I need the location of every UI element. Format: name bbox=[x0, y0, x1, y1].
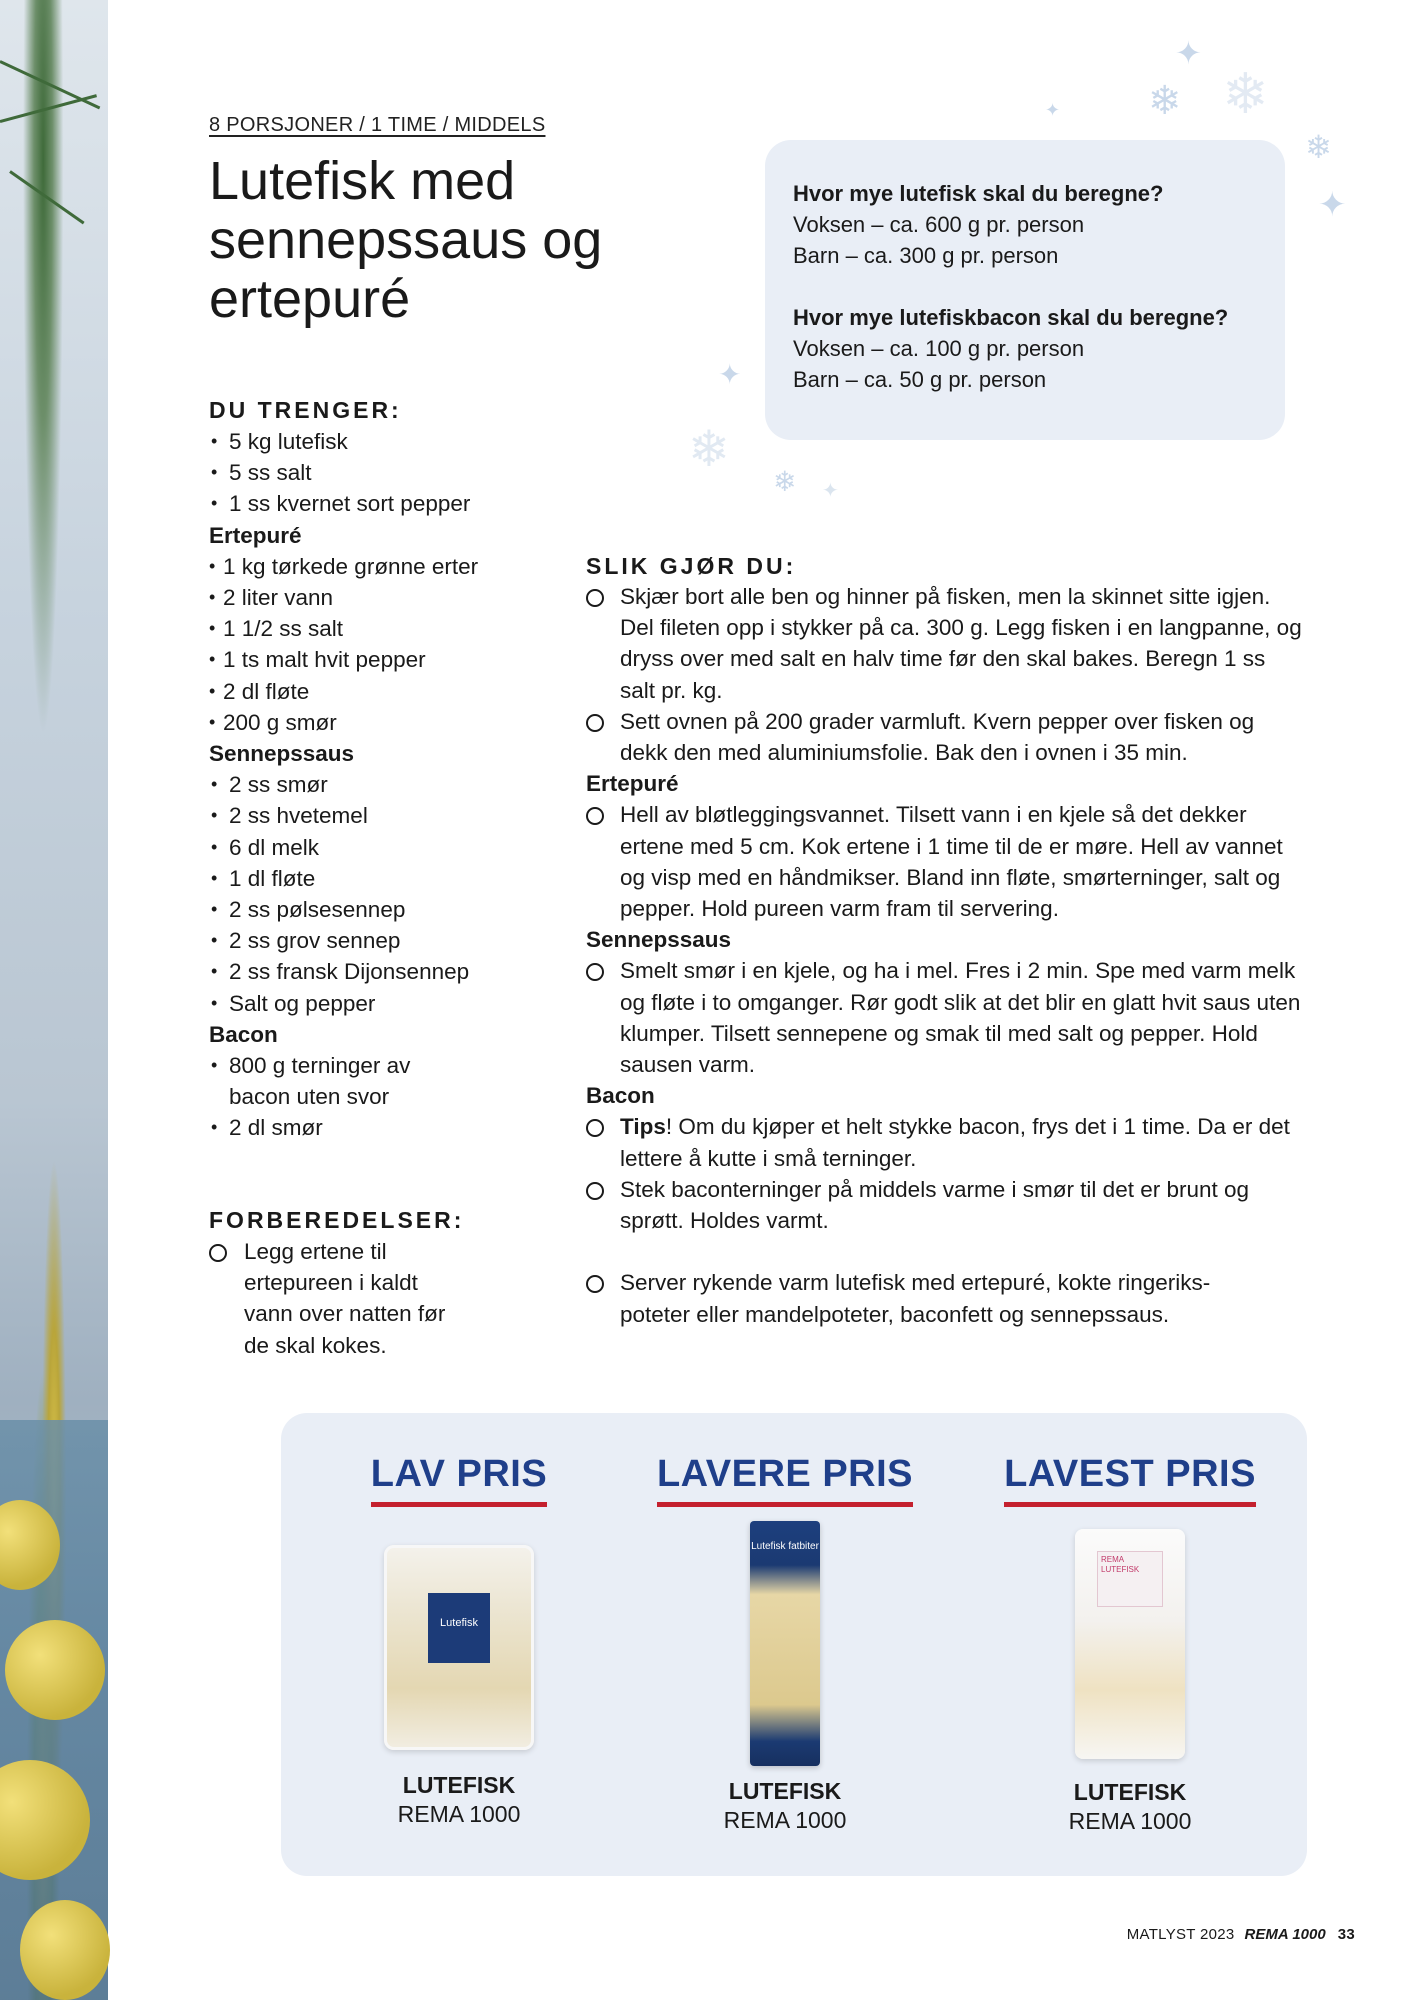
package-label: Lutefisk fatbiter bbox=[751, 1541, 819, 1552]
ingredient-item: • 2 ss pølsesennep bbox=[209, 894, 529, 925]
ingredient-line: bacon uten svor bbox=[229, 1084, 390, 1110]
sparkle-icon: ✦ bbox=[718, 358, 742, 391]
step-circle-icon bbox=[586, 1182, 604, 1200]
method-step bbox=[586, 1174, 1306, 1236]
snowflake-icon: ❄ bbox=[1148, 78, 1182, 124]
method-step-text: Sett ovnen på 200 grader varmluft. Kvern pepper over fisken og dekk den med aluminiumsfolie. Bak den i ovnen i 35 min. bbox=[620, 708, 1255, 766]
recipe-title bbox=[209, 152, 729, 329]
info-answer: Barn – ca. 300 g pr. person bbox=[793, 243, 1059, 268]
method-heading: SLIK GJØR DU: bbox=[586, 553, 797, 579]
price-card[interactable] bbox=[1000, 1453, 1260, 1835]
method-step-text: ! Om du kjøper et helt stykke bacon, frys det i 1 time. Da er det lettere å kutte i små terninger. bbox=[620, 1114, 1290, 1171]
method-step bbox=[586, 581, 1306, 706]
product-store: REMA 1000 bbox=[1068, 1808, 1192, 1834]
price-card[interactable] bbox=[655, 1453, 915, 1834]
info-answer: Voksen – ca. 600 g pr. person bbox=[793, 212, 1085, 237]
sparkle-icon: ✦ bbox=[1318, 185, 1347, 225]
step-circle-icon bbox=[586, 714, 604, 732]
potato bbox=[20, 1900, 110, 2000]
method-step bbox=[586, 955, 1306, 1080]
product-store: REMA 1000 bbox=[723, 1807, 847, 1833]
ingredient-item: • 5 kg lutefisk bbox=[209, 426, 529, 457]
ingredient-item: • 1 dl fløte bbox=[209, 863, 529, 894]
portion-info-box bbox=[765, 140, 1285, 440]
product-image bbox=[1075, 1529, 1185, 1759]
product-name: LUTEFISK bbox=[1073, 1779, 1187, 1805]
method-steps bbox=[586, 581, 1306, 1330]
ingredients-list bbox=[209, 426, 529, 1144]
herb-sprig bbox=[9, 170, 84, 224]
ingredient-subheading: Ertepuré bbox=[209, 522, 302, 548]
ingredient-item: • 2 dl smør bbox=[209, 1112, 529, 1143]
recipe-title-line: sennepssaus og bbox=[209, 210, 603, 270]
prep-section bbox=[209, 1236, 469, 1361]
price-tier-title: LAV PRIS bbox=[371, 1453, 547, 1507]
ingredients-heading: DU TRENGER: bbox=[209, 397, 402, 423]
ingredient-item bbox=[209, 1050, 529, 1112]
method-step-text: Hell av bløtleggingsvannet. Tilsett vann i en kjele så det dekker ertene med 5 cm. Kok ertene i 1 time til de er møre. Hell av vannet og visp med en håndmikser. Bland inn fløte, smørterninger, salt og pepper. Hold pureen varm fram til servering. bbox=[620, 802, 1283, 922]
ingredient-item: • 5 ss salt bbox=[209, 457, 529, 488]
step-circle-icon bbox=[586, 1275, 604, 1293]
recipe-title-line: ertepuré bbox=[209, 269, 411, 329]
snowflake-icon: ❄ bbox=[1222, 62, 1269, 127]
page-number: 33 bbox=[1337, 1926, 1355, 1943]
price-card[interactable] bbox=[329, 1453, 589, 1828]
ingredient-item: • 1 ss kvernet sort pepper bbox=[209, 488, 529, 519]
ingredient-item: • 1 kg tørkede grønne erter bbox=[209, 551, 529, 582]
step-circle-icon bbox=[586, 963, 604, 981]
sparkle-icon: ✦ bbox=[1175, 34, 1202, 72]
package-label: REMA LUTEFISK bbox=[1097, 1551, 1163, 1607]
step-circle-icon bbox=[209, 1244, 227, 1262]
product-name: LUTEFISK bbox=[728, 1778, 842, 1804]
product-image bbox=[384, 1545, 534, 1750]
herb-sprig bbox=[0, 94, 97, 123]
ingredient-item: • 6 dl melk bbox=[209, 832, 529, 863]
info-question: Hvor mye lutefiskbacon skal du beregne? bbox=[793, 305, 1229, 330]
ingredient-item: • 2 dl fløte bbox=[209, 676, 529, 707]
price-comparison-box bbox=[281, 1413, 1307, 1876]
step-circle-icon bbox=[586, 1119, 604, 1137]
magazine-name: MATLYST 2023 bbox=[1126, 1926, 1235, 1943]
ingredient-item: • 2 ss smør bbox=[209, 769, 529, 800]
brand-logo: REMA 1000 bbox=[1244, 1926, 1326, 1943]
sparkle-icon: ✦ bbox=[822, 478, 839, 502]
info-answer: Voksen – ca. 100 g pr. person bbox=[793, 336, 1085, 361]
prep-step bbox=[209, 1236, 469, 1361]
recipe-meta: 8 PORSJONER / 1 TIME / MIDDELS bbox=[209, 114, 546, 136]
product-store: REMA 1000 bbox=[397, 1801, 521, 1827]
left-photo-strip bbox=[0, 0, 108, 2000]
snowflake-icon: ❄ bbox=[688, 420, 730, 478]
method-step-text: Server rykende varm lutefisk med ertepuré, kokte ringeriks- bbox=[620, 1270, 1211, 1296]
method-subheading: Sennepssaus bbox=[586, 927, 732, 953]
method-step bbox=[586, 706, 1306, 768]
method-subheading: Ertepuré bbox=[586, 771, 679, 797]
method-step-text: Stek baconterninger på middels varme i smør til det er brunt og sprøtt. Holdes varmt. bbox=[620, 1176, 1250, 1234]
ingredient-item: • 2 liter vann bbox=[209, 582, 529, 613]
price-tier-title: LAVERE PRIS bbox=[657, 1453, 913, 1507]
info-question: Hvor mye lutefisk skal du beregne? bbox=[793, 181, 1164, 206]
method-step bbox=[586, 1111, 1306, 1173]
package-label: Lutefisk bbox=[428, 1593, 490, 1663]
method-step bbox=[586, 799, 1306, 924]
method-step-text: poteter eller mandelpoteter, baconfett og sennepssaus. bbox=[620, 1301, 1170, 1327]
ingredient-item: • 2 ss grov sennep bbox=[209, 925, 529, 956]
method-subheading: Bacon bbox=[586, 1083, 655, 1109]
ingredient-item: • Salt og pepper bbox=[209, 988, 529, 1019]
page-footer bbox=[1127, 1926, 1355, 1943]
ingredient-item: • 2 ss fransk Dijonsennep bbox=[209, 956, 529, 987]
info-answer: Barn – ca. 50 g pr. person bbox=[793, 367, 1047, 392]
method-step bbox=[586, 1267, 1306, 1329]
ingredient-item: • 200 g smør bbox=[209, 707, 529, 738]
ingredient-subheading: Bacon bbox=[209, 1021, 278, 1047]
product-name: LUTEFISK bbox=[402, 1772, 516, 1798]
method-step-text: Skjær bort alle ben og hinner på fisken, men la skinnet sitte igjen. Del fileten opp i stykker på ca. 300 g. Legg fisken i en langpanne, og dryss over med salt en halv time før den skal bakes. Beregn 1 ss salt pr. kg. bbox=[620, 584, 1302, 703]
recipe-title-line: Lutefisk med bbox=[209, 151, 516, 211]
ingredient-item: • 2 ss hvetemel bbox=[209, 800, 529, 831]
product-image bbox=[750, 1521, 820, 1766]
sparkle-icon: ✦ bbox=[1045, 100, 1061, 121]
prep-heading: FORBEREDELSER: bbox=[209, 1207, 465, 1233]
potato bbox=[5, 1620, 105, 1720]
price-tier-title: LAVEST PRIS bbox=[1004, 1453, 1256, 1507]
snowflake-icon: ❄ bbox=[773, 465, 797, 498]
ingredient-item: • 1 1/2 ss salt bbox=[209, 613, 529, 644]
herb-sprig bbox=[0, 60, 100, 109]
snowflake-icon: ❄ bbox=[1305, 128, 1332, 166]
ingredient-subheading: Sennepssaus bbox=[209, 741, 355, 767]
ingredient-line: 800 g terninger av bbox=[229, 1053, 411, 1079]
method-step-text: Smelt smør i en kjele, og ha i mel. Fres i 2 min. Spe med varm melk og fløte i to omganger. Rør godt slik at det blir en glatt hvit saus uten klumper. Tilsett sennepene og smak til med salt og pepper. Hold sausen varm. bbox=[620, 958, 1301, 1078]
tips-label: Tips bbox=[620, 1114, 666, 1140]
prep-step-text: Legg ertene til ertepureen i kaldt vann over natten før de skal kokes. bbox=[244, 1239, 446, 1358]
step-circle-icon bbox=[586, 807, 604, 825]
step-circle-icon bbox=[586, 589, 604, 607]
ingredient-item: • 1 ts malt hvit pepper bbox=[209, 644, 529, 675]
